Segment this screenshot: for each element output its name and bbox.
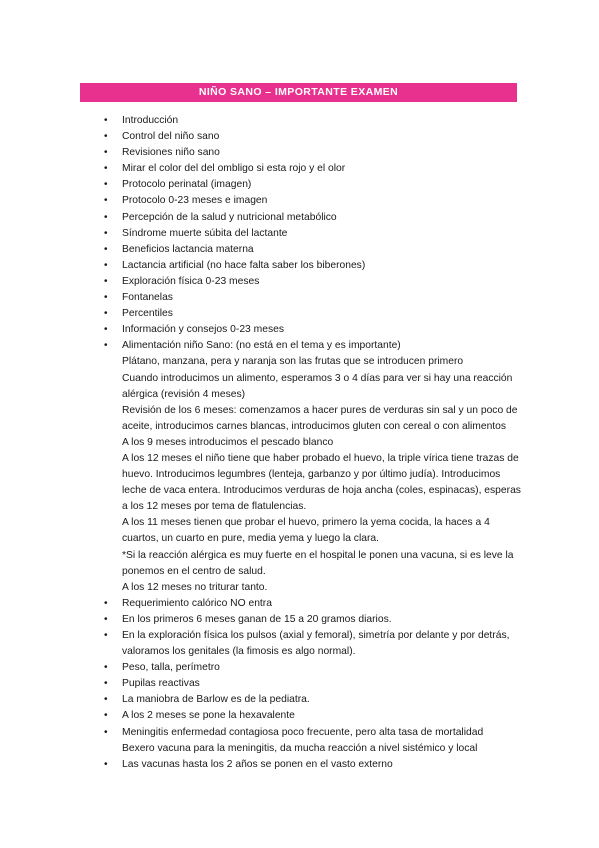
list-item-detail: Bexero vacuna para la meningitis, da mucha reacción a nivel sistémico y local <box>122 742 478 754</box>
list-item-text: En la exploración física los pulsos (axial y femoral), simetría por delante y por detrás, valoramos los genitales (la fimosis es algo normal). <box>122 630 510 658</box>
list-item <box>104 596 524 612</box>
topic-list <box>104 113 524 773</box>
list-item-text: Beneficios lactancia materna <box>122 243 254 255</box>
list-item <box>104 145 524 161</box>
bullet-icon: • <box>104 694 108 706</box>
list-item-text: Percentiles <box>122 308 173 320</box>
list-item <box>104 757 524 773</box>
list-item <box>104 193 524 209</box>
bullet-icon: • <box>104 630 108 641</box>
bullet-icon: • <box>104 710 108 722</box>
bullet-icon: • <box>104 678 108 690</box>
list-item-text: Percepción de la salud y nutricional metabólico <box>122 211 337 223</box>
list-item-text: Control del niño sano <box>122 131 220 143</box>
bullet-icon: • <box>104 163 108 175</box>
bullet-icon: • <box>104 227 108 239</box>
list-item <box>104 692 524 708</box>
list-item-text: Protocolo perinatal (imagen) <box>122 179 252 191</box>
page-title: NIÑO SANO – IMPORTANTE EXAMEN <box>80 83 517 102</box>
list-item <box>104 113 524 129</box>
bullet-icon: • <box>104 179 108 191</box>
list-item <box>104 226 524 242</box>
list-item <box>104 274 524 290</box>
list-item-detail: A los 9 meses introducimos el pescado blanco <box>122 436 334 448</box>
list-item <box>104 129 524 145</box>
list-item-text: Información y consejos 0-23 meses <box>122 324 284 336</box>
bullet-icon: • <box>104 613 108 625</box>
list-item <box>104 290 524 306</box>
list-item-text: Exploración física 0-23 meses <box>122 275 260 287</box>
list-item <box>104 177 524 193</box>
list-item-text: A los 2 meses se pone la hexavalente <box>122 710 295 722</box>
list-item <box>104 306 524 322</box>
list-item <box>104 258 524 274</box>
bullet-icon: • <box>104 292 108 304</box>
bullet-icon: • <box>104 211 108 223</box>
list-item-text: Fontanelas <box>122 292 173 304</box>
list-item <box>104 338 524 596</box>
list-item <box>104 628 524 660</box>
list-item-detail: *Si la reacción alérgica es muy fuerte en el hospital le ponen una vacuna, si es leve la ponemos en el centro de salud. <box>122 549 514 577</box>
bullet-icon: • <box>104 758 108 770</box>
list-item <box>104 210 524 226</box>
list-item <box>104 676 524 692</box>
list-item <box>104 242 524 258</box>
list-item-text: Lactancia artificial (no hace falta saber los biberones) <box>122 259 366 271</box>
list-item-text: Revisiones niño sano <box>122 147 220 159</box>
list-item <box>104 660 524 676</box>
list-item-text: Pupilas reactivas <box>122 678 200 690</box>
list-item-text: Síndrome muerte súbita del lactante <box>122 227 288 239</box>
list-item-text: La maniobra de Barlow es de la pediatra. <box>122 694 310 706</box>
bullet-icon: • <box>104 340 108 352</box>
list-item-text: Meningitis enfermedad contagiosa poco frecuente, pero alta tasa de mortalidad <box>122 726 484 738</box>
list-item <box>104 322 524 338</box>
list-item-detail: Revisión de los 6 meses: comenzamos a hacer pures de verduras sin sal y un poco de aceite, introducimos carnes blancas, introducimos gluten con cereal o con alimentos <box>122 404 518 432</box>
list-item <box>104 161 524 177</box>
list-item-detail: A los 11 meses tienen que probar el huevo, primero la yema cocida, la haces a 4 cuartos, un cuarto en pure, media yema y luego la clara. <box>122 517 490 545</box>
bullet-icon: • <box>104 147 108 159</box>
bullet-icon: • <box>104 308 108 320</box>
bullet-icon: • <box>104 259 108 271</box>
bullet-icon: • <box>104 597 108 609</box>
list-item-text: Introducción <box>122 115 179 126</box>
list-item <box>104 612 524 628</box>
bullet-icon: • <box>104 275 108 287</box>
list-item-text: Protocolo 0-23 meses e imagen <box>122 195 268 207</box>
bullet-icon: • <box>104 195 108 207</box>
list-item-text: En los primeros 6 meses ganan de 15 a 20 gramos diarios. <box>122 613 392 625</box>
list-item-text: Alimentación niño Sano: (no está en el tema y es importante) <box>122 340 401 352</box>
list-item-detail: A los 12 meses no triturar tanto. <box>122 581 268 593</box>
list-item-text: Mirar el color del del ombligo si esta rojo y el olor <box>122 163 346 175</box>
list-item-text: Las vacunas hasta los 2 años se ponen en el vasto externo <box>122 758 393 770</box>
list-item <box>104 708 524 724</box>
list-item-text: Peso, talla, perímetro <box>122 662 220 674</box>
list-item <box>104 725 524 757</box>
bullet-icon: • <box>104 726 108 738</box>
list-item-detail: Plátano, manzana, pera y naranja son las frutas que se introducen primero <box>122 356 464 368</box>
bullet-icon: • <box>104 324 108 336</box>
bullet-icon: • <box>104 662 108 674</box>
list-item-detail: Cuando introducimos un alimento, esperamos 3 o 4 días para ver si hay una reacción alérgica (revisión 4 meses) <box>122 372 513 400</box>
bullet-icon: • <box>104 243 108 255</box>
list-item-detail: A los 12 meses el niño tiene que haber probado el huevo, la triple vírica tiene trazas de huevo. Introducimos legumbres (lenteja, garbanzo y por último judía). Introducimos leche de vaca entera. Introducimos verduras de hoja ancha (coles, espinacas), esperas a los 12 meses por tema de flatulencias. <box>122 452 521 513</box>
bullet-icon: • <box>104 131 108 143</box>
bullet-icon: • <box>104 115 108 126</box>
list-item-text: Requerimiento calórico NO entra <box>122 597 272 609</box>
